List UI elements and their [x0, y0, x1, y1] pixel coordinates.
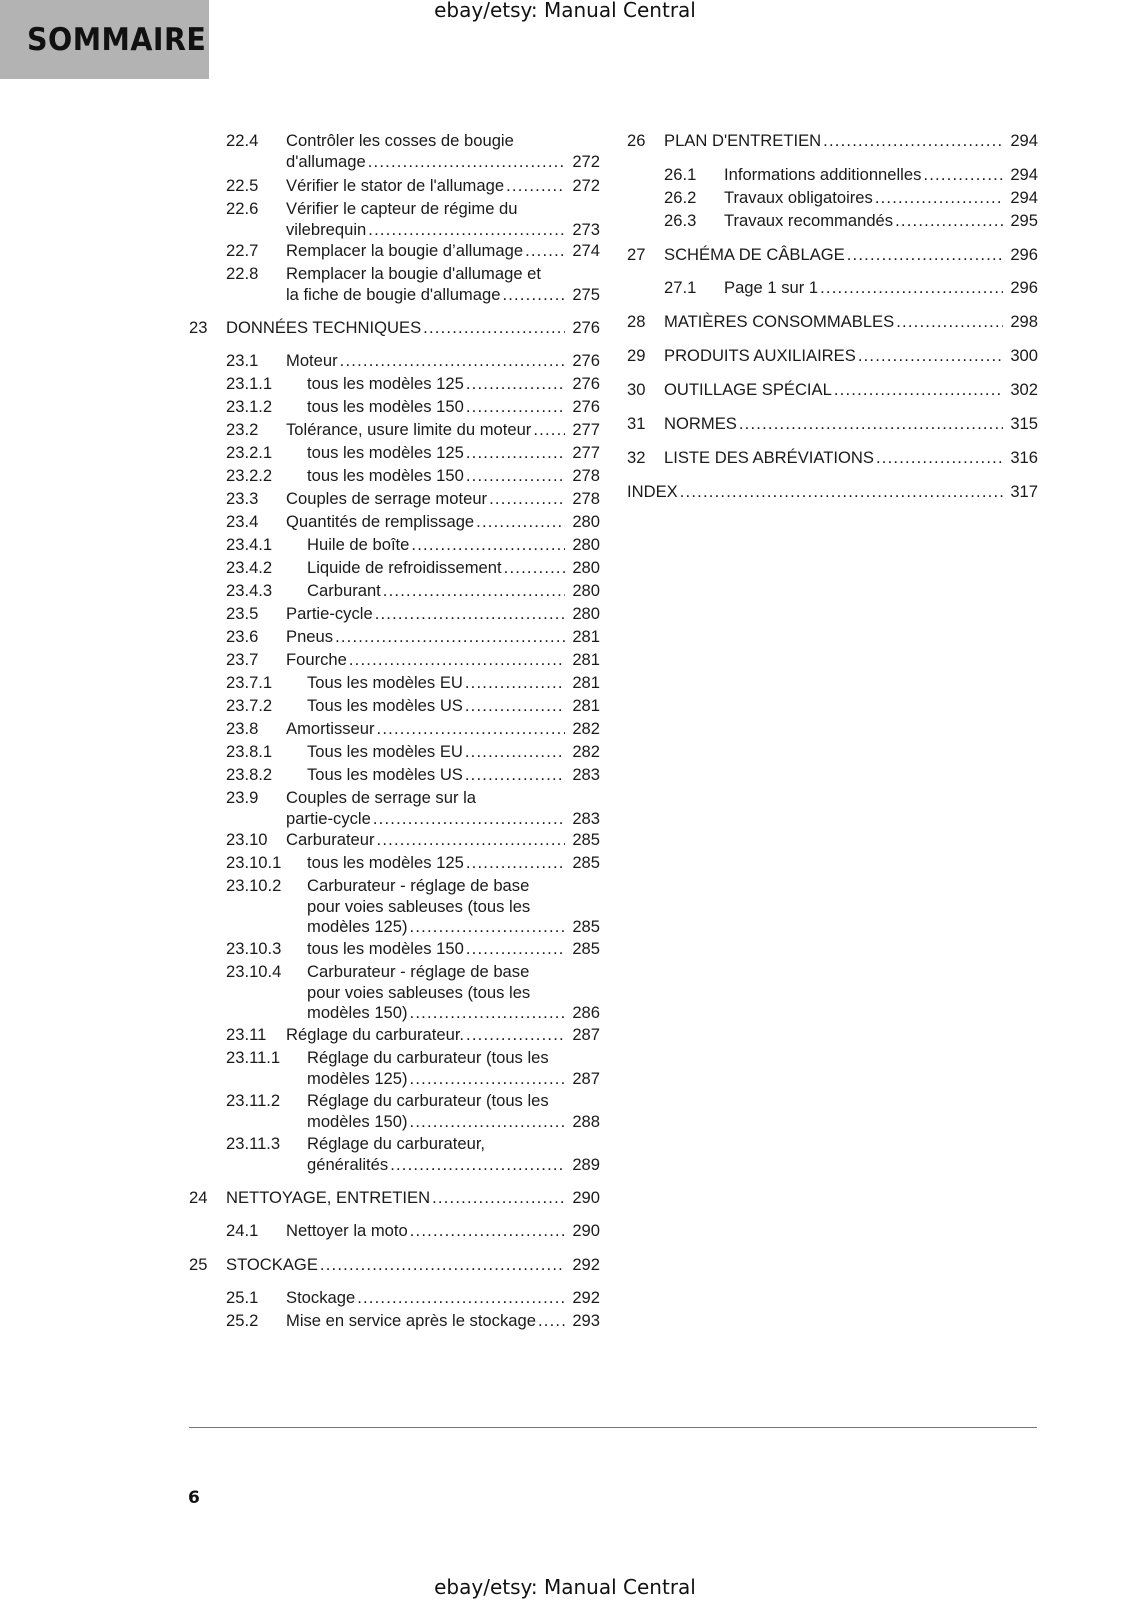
toc-entry-title-line: tous les modèles 150 ..... 276: [307, 397, 600, 418]
dot-leader: [377, 830, 565, 851]
toc-entry-number: 29: [627, 346, 646, 365]
toc-entry-page: 285: [572, 853, 600, 872]
toc-entry-title-line: généralités ..... 289: [307, 1155, 600, 1176]
toc-entry-title-line: pour voies sableuses (tous les: [307, 896, 531, 916]
toc-entry-page: 294: [1010, 131, 1038, 150]
toc-entry-number: 23.1: [226, 351, 259, 370]
toc-entry-number: 32: [627, 448, 646, 467]
toc-entry-title-line: modèles 150) ..... 288: [307, 1112, 600, 1133]
toc-entry-page: 278: [572, 489, 600, 508]
toc-entry-title-line: Carburateur ..... 285: [286, 830, 600, 851]
toc-entry-number: 31: [627, 414, 646, 433]
dot-leader: [533, 420, 565, 441]
toc-entry-title-line: Réglage du carburateur. ..... 287: [286, 1025, 600, 1046]
toc-entry-number: 23.7: [226, 650, 259, 669]
toc-entry-page: 316: [1010, 448, 1038, 467]
toc-entry-number: 23.4.3: [226, 581, 273, 600]
toc-entry-number: 23.8.2: [226, 765, 273, 784]
dot-leader: [335, 627, 565, 648]
toc-entry-page: 290: [572, 1188, 600, 1207]
toc-entry-number: 22.8: [226, 264, 259, 283]
dot-leader: [525, 241, 565, 262]
toc-entry-page: 282: [572, 719, 600, 738]
dot-leader: [739, 414, 1003, 435]
dot-leader: [876, 448, 1003, 469]
toc-entry-number: 23.10.4: [226, 962, 282, 981]
toc-entry-page: 296: [1010, 278, 1038, 297]
toc-entry-title-line: Remplacer la bougie d’allumage ..... 274: [286, 241, 600, 262]
toc-entry-title-line: modèles 125) ..... 285: [307, 917, 600, 938]
toc-entry-number: 23: [189, 318, 208, 337]
toc-entry-number: 23.10: [226, 830, 268, 849]
toc-entry-number: 23.10.3: [226, 939, 282, 958]
toc-entry-title-line: PLAN D'ENTRETIEN ..... 294: [664, 131, 1038, 152]
dot-leader: [823, 131, 1003, 152]
toc-entry-number: 26: [627, 131, 646, 150]
dot-leader: [465, 742, 565, 763]
toc-entry-page: 287: [572, 1025, 600, 1044]
toc-entry-number: 27: [627, 245, 646, 264]
dot-leader: [423, 318, 565, 339]
toc-entry-page: 281: [572, 696, 600, 715]
toc-entry-page: 276: [572, 318, 600, 337]
toc-entry-page: 275: [572, 284, 600, 304]
toc-entry-page: 292: [572, 1255, 600, 1274]
toc-entry-page: 280: [572, 581, 600, 600]
toc-entry-title-line: tous les modèles 150 ..... 278: [307, 466, 600, 487]
toc-entry-number: 23.4: [226, 512, 259, 531]
toc-entry-page: 276: [572, 397, 600, 416]
toc-entry-page: 281: [572, 627, 600, 646]
page-number: 6: [188, 1488, 200, 1508]
dot-leader: [465, 673, 565, 694]
toc-entry-number: 24: [189, 1188, 208, 1207]
toc-entry-page: 288: [572, 1111, 600, 1131]
toc-entry-page: 315: [1010, 414, 1038, 433]
toc-entry-title-line: tous les modèles 125 ..... 285: [307, 853, 600, 874]
toc-entry-page: 273: [572, 219, 600, 239]
toc-entry-number: 23.4.1: [226, 535, 273, 554]
toc-entry-number: 23.7.1: [226, 673, 273, 692]
toc-entry-title-line: Couples de serrage moteur ..... 278: [286, 489, 600, 510]
toc-entry-page: 294: [1010, 188, 1038, 207]
toc-entry-title-line: partie-cycle ..... 283: [286, 809, 600, 830]
toc-entry-page: 293: [572, 1311, 600, 1330]
toc-entry-title-line: modèles 150) ..... 286: [307, 1003, 600, 1024]
dot-leader: [820, 278, 1003, 299]
toc-entry-number: 26.2: [664, 188, 697, 207]
dot-leader: [411, 535, 565, 556]
toc-entry-number: 23.1.1: [226, 374, 273, 393]
toc-entry-number: 23.11.3: [226, 1134, 281, 1153]
dot-leader: [466, 853, 565, 874]
toc-entry-page: 285: [572, 939, 600, 958]
toc-entry-page: 282: [572, 742, 600, 761]
toc-entry-title-line: Liquide de refroidissement ..... 280: [307, 558, 600, 579]
toc-entry-number: 22.7: [226, 241, 259, 260]
toc-entry-title-line: la fiche de bougie d'allumage ..... 275: [286, 285, 600, 306]
toc-entry-title-line: Contrôler les cosses de bougie: [286, 131, 514, 150]
toc-entry-number: 22.5: [226, 176, 259, 195]
toc-entry-number: 23.8: [226, 719, 259, 738]
dot-leader: [847, 245, 1003, 266]
toc-entry-page: 278: [572, 466, 600, 485]
toc-entry-title-line: Couples de serrage sur la: [286, 788, 477, 807]
toc-entry-title-line: Réglage du carburateur,: [307, 1134, 486, 1153]
toc-entry-number: 22.4: [226, 131, 259, 150]
toc-entry-number: 28: [627, 312, 646, 331]
dot-leader: [538, 1311, 565, 1332]
dot-leader: [377, 719, 565, 740]
toc-entry-title-line: Tous les modèles EU ..... 281: [307, 673, 600, 694]
toc-entry-page: 296: [1010, 245, 1038, 264]
toc-entry-page: 317: [1010, 482, 1038, 501]
toc-entry-page: 272: [572, 151, 600, 171]
toc-entry-title-line: modèles 125) ..... 287: [307, 1069, 600, 1090]
toc-entry-page: 285: [572, 917, 600, 936]
toc-entry-title-line: OUTILLAGE SPÉCIAL ..... 302: [664, 380, 1038, 401]
toc-entry-page: 280: [572, 604, 600, 623]
toc-entry-title-line: Pneus ..... 281: [286, 627, 600, 648]
toc-entry-number: 23.6: [226, 627, 259, 646]
toc-entry-title-line: Mise en service après le stockage ..... 293: [286, 1311, 600, 1332]
watermark-top: ebay/etsy: Manual Central: [434, 0, 696, 22]
toc-entry-page: 276: [572, 374, 600, 393]
dot-leader: [465, 696, 565, 717]
dot-leader: [368, 220, 565, 241]
toc-entry-page: 272: [572, 176, 600, 195]
toc-entry-page: 274: [572, 241, 600, 260]
dot-leader: [875, 188, 1003, 209]
toc-entry-page: 292: [572, 1288, 600, 1307]
dot-leader: [320, 1255, 565, 1276]
dot-leader: [489, 489, 565, 510]
toc-entry-page: 289: [572, 1154, 600, 1174]
dot-leader: [383, 581, 565, 602]
toc-entry-title-line: Moteur ..... 276: [286, 351, 600, 372]
dot-leader: [834, 380, 1003, 401]
toc-entry-title-line: DONNÉES TECHNIQUES ..... 276: [226, 318, 600, 339]
toc-entry-title-line: Informations additionnelles ..... 294: [724, 165, 1038, 186]
dot-leader: [410, 1221, 565, 1242]
toc-entry-title-line: vilebrequin ..... 273: [286, 220, 600, 241]
toc-entry-title-line: Quantités de remplissage ..... 280: [286, 512, 600, 533]
toc-entry-number: 22.6: [226, 199, 259, 218]
dot-leader: [466, 443, 565, 464]
toc-entry-title-line: STOCKAGE ..... 292: [226, 1255, 600, 1276]
dot-leader: [506, 176, 565, 197]
toc-entry-title-line: Vérifier le capteur de régime du: [286, 199, 518, 218]
toc-entry-number: 24.1: [226, 1221, 259, 1240]
dot-leader: [476, 512, 565, 533]
toc-entry-page: 277: [572, 443, 600, 462]
toc-entry-title-line: Travaux obligatoires ..... 294: [724, 188, 1038, 209]
toc-entry-number: 23.11.2: [226, 1091, 281, 1110]
dot-leader: [375, 604, 565, 625]
toc-entry-title-line: Page 1 sur 1 ..... 296: [724, 278, 1038, 299]
toc-entry-number: 25: [189, 1255, 208, 1274]
toc-entry-title-line: pour voies sableuses (tous les: [307, 982, 531, 1002]
dot-leader: [349, 650, 565, 671]
toc-entry-title-line: NETTOYAGE, ENTRETIEN ..... 290: [226, 1188, 600, 1209]
toc-entry-page: 302: [1010, 380, 1038, 399]
dot-leader: [466, 466, 565, 487]
dot-leader: [410, 1069, 565, 1090]
toc-entry-number: 23.7.2: [226, 696, 273, 715]
toc-entry-number: 30: [627, 380, 646, 399]
footer-divider: [189, 1427, 1037, 1428]
dot-leader: [466, 397, 565, 418]
toc-entry-title-line: Tous les modèles EU ..... 282: [307, 742, 600, 763]
toc-entry-page: 281: [572, 650, 600, 669]
toc-entry-page: 287: [572, 1068, 600, 1088]
toc-entry-page: 277: [572, 420, 600, 439]
toc-entry-title-line: tous les modèles 125 ..... 276: [307, 374, 600, 395]
toc-entry-title-line: tous les modèles 125 ..... 277: [307, 443, 600, 464]
toc-entry-title-line: Nettoyer la moto ..... 290: [286, 1221, 600, 1242]
toc-entry-number: 26.1: [664, 165, 697, 184]
toc-entry-title-line: Carburateur - réglage de base: [307, 876, 530, 895]
dot-leader: [368, 152, 565, 173]
toc-entry-number: 27.1: [664, 278, 697, 297]
toc-entry-title-line: d'allumage ..... 272: [286, 152, 600, 173]
toc-entry-number: 23.10.2: [226, 876, 282, 895]
toc-entry-number: 23.1.2: [226, 397, 273, 416]
toc-entry-number: 26.3: [664, 211, 697, 230]
toc-entry-number: 23.9: [226, 788, 259, 807]
toc-entry-number: 23.8.1: [226, 742, 273, 761]
dot-leader: [340, 351, 565, 372]
toc-entry-page: 290: [572, 1221, 600, 1240]
toc-entry-number: 25.2: [226, 1311, 259, 1330]
toc-entry-number: 23.3: [226, 489, 259, 508]
toc-entry-number: 23.2.2: [226, 466, 273, 485]
toc-entry-title-line: MATIÈRES CONSOMMABLES ..... 298: [664, 312, 1038, 333]
dot-leader: [895, 211, 1003, 232]
dot-leader: [410, 1112, 565, 1133]
dot-leader: [357, 1288, 565, 1309]
toc-entry-page: 283: [572, 808, 600, 828]
toc-entry-page: 285: [572, 830, 600, 849]
toc-entry-number: 23.4.2: [226, 558, 273, 577]
dot-leader: [390, 1155, 565, 1176]
toc-entry-page: 298: [1010, 312, 1038, 331]
toc-entry-title-line: Stockage ..... 292: [286, 1288, 600, 1309]
toc-entry-title-line: INDEX ..... 317: [627, 482, 1038, 503]
toc-entry-page: 300: [1010, 346, 1038, 365]
toc-entry-number: 23.2: [226, 420, 259, 439]
dot-leader: [465, 765, 565, 786]
toc-entry-number: 23.11: [226, 1025, 267, 1044]
toc-entry-title-line: Tolérance, usure limite du moteur ..... 277: [286, 420, 600, 441]
toc-entry-title-line: Travaux recommandés ..... 295: [724, 211, 1038, 232]
toc-entry-title-line: Réglage du carburateur (tous les: [307, 1048, 549, 1067]
dot-leader: [504, 558, 565, 579]
dot-leader: [680, 482, 1003, 503]
toc-entry-number: 23.5: [226, 604, 259, 623]
toc-entry-page: 280: [572, 512, 600, 531]
dot-leader: [466, 374, 565, 395]
toc-entry-title-line: Amortisseur ..... 282: [286, 719, 600, 740]
toc-entry-title-line: Tous les modèles US ..... 281: [307, 696, 600, 717]
toc-entry-title-line: Réglage du carburateur (tous les: [307, 1091, 549, 1110]
watermark-bottom: ebay/etsy: Manual Central: [434, 1575, 696, 1599]
toc-entry-page: 276: [572, 351, 600, 370]
dot-leader: [858, 346, 1003, 367]
dot-leader: [410, 1003, 565, 1024]
toc-entry-number: 23.10.1: [226, 853, 282, 872]
toc-entry-title-line: NORMES ..... 315: [664, 414, 1038, 435]
toc-entry-page: 280: [572, 558, 600, 577]
dot-leader: [410, 917, 565, 938]
dot-leader: [466, 1025, 565, 1046]
section-title: SOMMAIRE: [27, 21, 207, 58]
toc-entry-title-line: Remplacer la bougie d'allumage et: [286, 264, 541, 283]
toc-entry-title-line: PRODUITS AUXILIAIRES ..... 300: [664, 346, 1038, 367]
toc-entry-number: 23.11.1: [226, 1048, 281, 1067]
dot-leader: [432, 1188, 565, 1209]
toc-entry-title-line: SCHÉMA DE CÂBLAGE ..... 296: [664, 245, 1038, 266]
dot-leader: [896, 312, 1003, 333]
dot-leader: [373, 809, 565, 830]
toc-entry-page: 281: [572, 673, 600, 692]
toc-entry-page: 283: [572, 765, 600, 784]
dot-leader: [466, 939, 565, 960]
toc-entry-title-line: Carburateur - réglage de base: [307, 962, 530, 981]
dot-leader: [502, 285, 565, 306]
toc-entry-page: 286: [572, 1003, 600, 1022]
toc-entry-title-line: Partie-cycle ..... 280: [286, 604, 600, 625]
toc-entry-title-line: LISTE DES ABRÉVIATIONS ..... 316: [664, 448, 1038, 469]
toc-entry-number: 25.1: [226, 1288, 259, 1307]
toc-entry-title-line: Vérifier le stator de l'allumage ..... 272: [286, 176, 600, 197]
toc-entry-title-line: tous les modèles 150 ..... 285: [307, 939, 600, 960]
toc-entry-title-line: Huile de boîte ..... 280: [307, 535, 600, 556]
toc-entry-page: 280: [572, 535, 600, 554]
toc-entry-page: 294: [1010, 165, 1038, 184]
dot-leader: [923, 165, 1003, 186]
toc-entry-title-line: Fourche ..... 281: [286, 650, 600, 671]
toc-entry-page: 295: [1010, 211, 1038, 230]
toc-entry-title-line: Carburant ..... 280: [307, 581, 600, 602]
toc-entry-number: 23.2.1: [226, 443, 273, 462]
toc-entry-title-line: Tous les modèles US ..... 283: [307, 765, 600, 786]
